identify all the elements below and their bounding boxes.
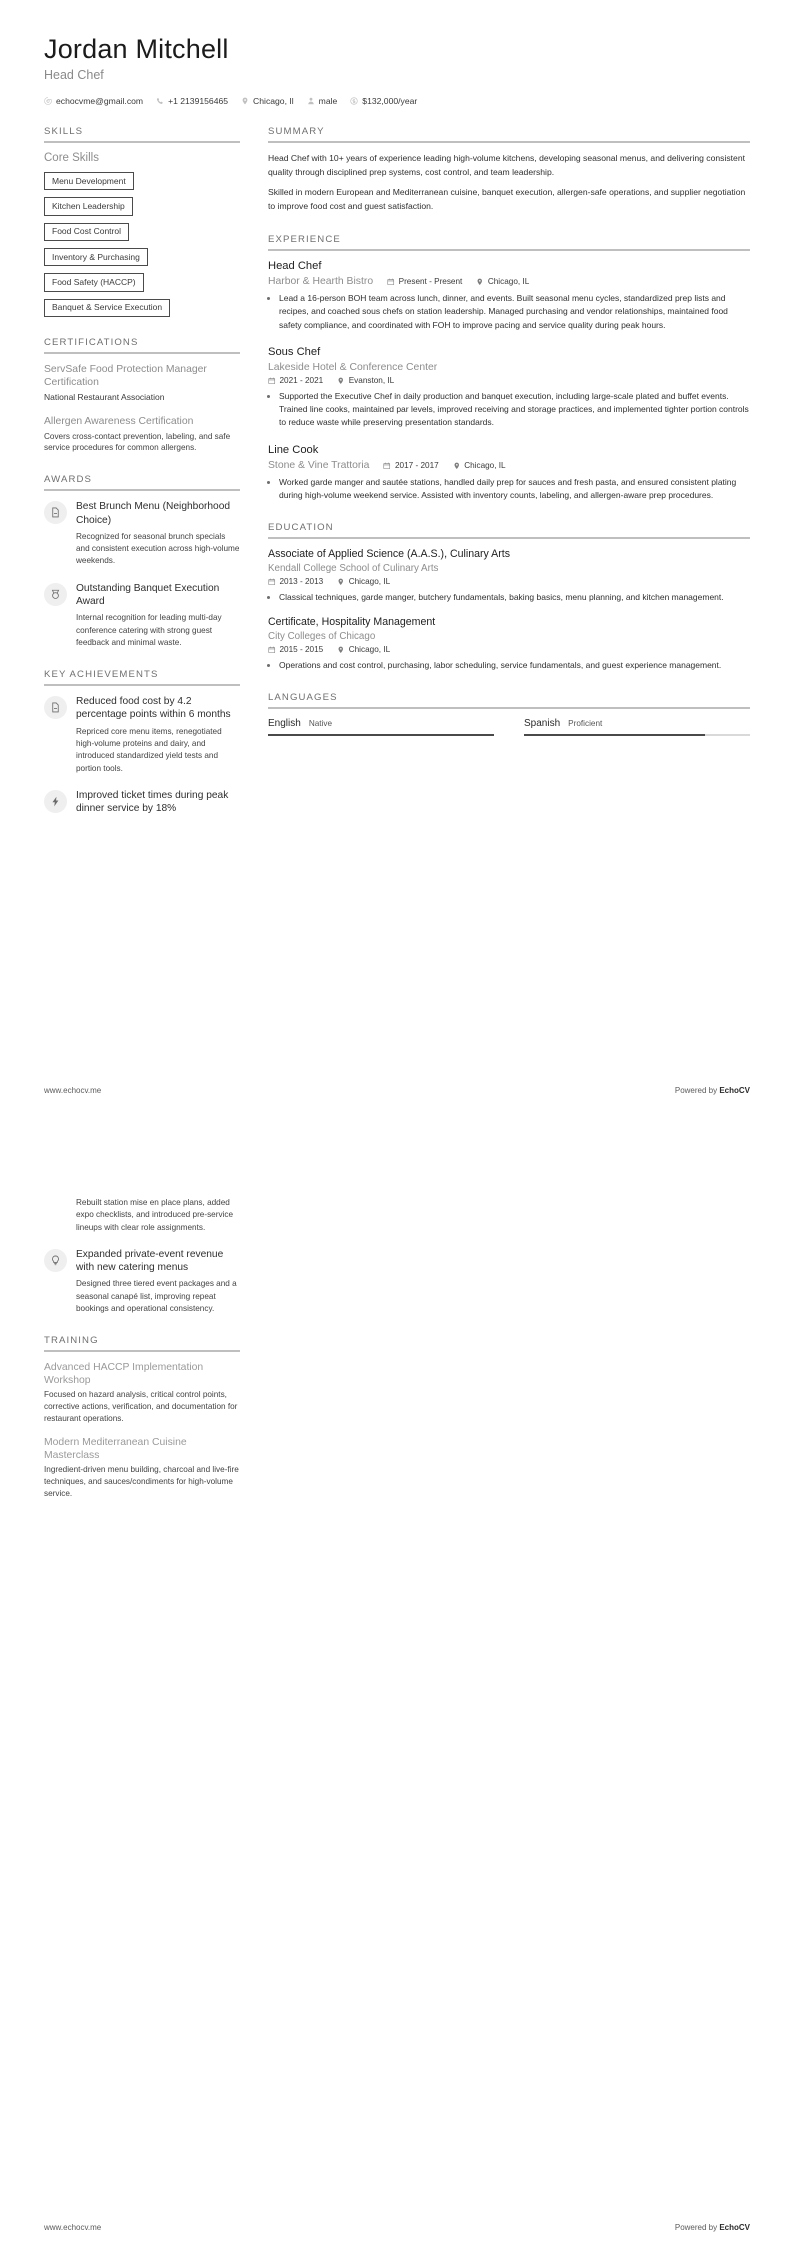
divider <box>44 1350 240 1352</box>
section-title-certifications: CERTIFICATIONS <box>44 337 139 349</box>
certification-name: ServSafe Food Protection Manager Certification <box>44 364 207 389</box>
education-title: Associate of Applied Science (A.A.S.), Culinary Arts <box>268 548 511 561</box>
gender-icon <box>307 97 315 105</box>
award-item <box>44 582 240 649</box>
main-column <box>268 126 750 756</box>
location-icon <box>453 462 461 470</box>
job-dates <box>387 277 462 286</box>
education-school: Kendall College School of Culinary Arts <box>268 563 439 575</box>
contact-gender-value: male <box>318 96 338 107</box>
header-role: Head Chef <box>44 68 104 83</box>
contact-email[interactable] <box>44 96 143 106</box>
job-dates <box>268 376 323 385</box>
skill-chip: Food Cost Control <box>44 223 129 241</box>
page-break <box>0 1123 794 1137</box>
job-meta <box>268 362 750 373</box>
job-location <box>337 376 394 385</box>
achievement-title: Improved ticket times during peak dinner service by 18% <box>76 789 229 815</box>
divider <box>44 489 240 491</box>
page-title: Jordan Mitchell <box>44 34 229 64</box>
language-name: Spanish <box>524 718 561 730</box>
page-footer <box>44 2223 750 2232</box>
footer-site[interactable]: www.echocv.me <box>44 2223 102 2232</box>
location-icon <box>241 97 249 105</box>
certification-desc: Covers cross-contact prevention, labeling, and safe service procedures for common allergens. <box>44 431 231 453</box>
job-bullets <box>268 292 750 332</box>
education-location-value: Chicago, IL <box>348 577 391 587</box>
experience-item <box>268 260 750 332</box>
job-bullets <box>268 390 750 430</box>
section-languages <box>268 692 750 736</box>
contact-salary-value: $132,000/year <box>362 96 418 107</box>
job-location-value: Evanston, IL <box>348 376 395 386</box>
education-bullet: • Operations and cost control, purchasing, labor scheduling, service fundamentals, and guest experience management. <box>279 659 750 672</box>
job-title: Head Chef <box>268 259 322 272</box>
resume-header <box>44 34 750 106</box>
section-title-awards: AWARDS <box>44 474 92 486</box>
achievement-title: Reduced food cost by 4.2 percentage points within 6 months <box>76 696 231 721</box>
section-title-training: TRAINING <box>44 1335 99 1347</box>
bulb-icon <box>44 1249 67 1272</box>
section-key-achievements <box>44 669 240 815</box>
education-dates <box>268 577 323 586</box>
achievement-title: Expanded private-event revenue with new catering menus <box>76 1248 224 1274</box>
job-dates-value: Present - Present <box>398 277 463 287</box>
job-title: Sous Chef <box>268 345 321 358</box>
job-dates <box>383 461 438 470</box>
contact-phone[interactable] <box>156 96 228 106</box>
language-progress-bar <box>268 734 494 736</box>
education-bullets <box>268 659 750 672</box>
certification-item <box>44 363 240 403</box>
section-training <box>44 1335 240 1499</box>
award-item <box>44 500 240 567</box>
job-location-value: Chicago, IL <box>464 461 506 471</box>
education-location <box>337 645 390 654</box>
contact-phone-value: +1 2139156465 <box>168 96 229 107</box>
divider <box>268 141 750 143</box>
summary-paragraph: Head Chef with 10+ years of experience leading high-volume kitchens, developing seasonal menus, and delivering consistent quality through disciplined prep systems, cost control, and team leadership. <box>268 153 746 177</box>
calendar-icon <box>268 377 276 385</box>
job-location-value: Chicago, IL <box>487 277 530 287</box>
resume-page-2 <box>0 1137 794 2260</box>
language-progress-bar <box>524 734 750 736</box>
achievement-item <box>44 695 240 775</box>
achievement-item <box>44 1248 240 1315</box>
calendar-icon <box>268 578 276 586</box>
education-item <box>268 548 750 604</box>
education-meta <box>268 577 750 586</box>
divider <box>268 707 750 709</box>
contact-location[interactable] <box>241 96 294 106</box>
divider <box>44 141 240 143</box>
education-title: Certificate, Hospitality Management <box>268 616 436 629</box>
achievement-desc: Designed three tiered event packages and a seasonal canapé list, improving repeat bookings and operational consistency. <box>76 1279 237 1313</box>
section-title-education: EDUCATION <box>268 522 334 534</box>
document-icon <box>44 501 67 524</box>
certification-name: Allergen Awareness Certification <box>44 415 194 427</box>
location-icon <box>337 578 345 586</box>
bolt-icon <box>44 790 67 813</box>
footer-site[interactable]: www.echocv.me <box>44 1086 102 1095</box>
skill-chip: Inventory & Purchasing <box>44 248 148 266</box>
calendar-icon <box>387 278 395 286</box>
language-item <box>268 718 494 736</box>
job-dates-value: 2017 - 2017 <box>394 461 439 471</box>
training-name: Advanced HACCP Implementation Workshop <box>44 1362 204 1387</box>
job-organization: Lakeside Hotel & Conference Center <box>268 362 438 374</box>
divider <box>44 684 240 686</box>
skills-chip-list <box>44 172 240 317</box>
training-desc: Focused on hazard analysis, critical control points, corrective actions, verification, and documentation for restaurant operations. <box>44 1390 238 1424</box>
job-bullet: • Supported the Executive Chef in daily production and banquet execution, including large-scale plated and buffet events. Trained line cooks, maintained par levels, improved receiving and storage practices, and implemented tighter portion controls to reduce waste while preserving presentation standards. <box>279 390 750 430</box>
language-name: English <box>268 718 301 730</box>
job-bullet: • Lead a 16-person BOH team across lunch, dinner, and events. Built seasonal menu cycles, standardized prep lists and recipes, and coached sous chefs on station leadership. Managed purchasing and vendor relationships, maintained food safety compliance, and coordinated with FOH to improve pacing and service quality during peak hours. <box>279 292 750 332</box>
language-item <box>524 718 750 736</box>
training-desc: Ingredient-driven menu building, charcoal and live-fire techniques, and sauces/condiments for high-volume service. <box>44 1464 239 1498</box>
location-icon <box>337 646 345 654</box>
contact-location-value: Chicago, Il <box>253 96 294 107</box>
email-icon <box>44 97 52 105</box>
document-icon <box>44 696 67 719</box>
job-dates-value: 2021 - 2021 <box>279 376 324 386</box>
section-title-experience: EXPERIENCE <box>268 233 341 245</box>
calendar-icon <box>383 462 391 470</box>
salary-icon <box>350 97 358 105</box>
location-icon <box>337 377 345 385</box>
divider <box>44 352 240 354</box>
education-bullet: • Classical techniques, garde manger, butchery fundamentals, baking basics, menu planning, and kitchen management. <box>279 591 750 604</box>
contact-salary <box>350 96 417 106</box>
divider <box>268 537 750 539</box>
contact-gender <box>307 96 338 106</box>
education-location <box>337 577 390 586</box>
footer-powered-prefix: Powered by <box>674 2223 720 2232</box>
skill-chip: Menu Development <box>44 172 134 190</box>
training-item <box>44 1361 240 1425</box>
education-meta <box>268 645 750 654</box>
footer-powered-prefix: Powered by <box>674 1086 720 1095</box>
job-meta <box>268 376 750 385</box>
divider <box>268 249 750 251</box>
sidebar-column-continued <box>44 1197 240 1520</box>
job-bullet: • Worked garde manger and sautée stations, handled daily prep for sauces and fresh pasta, and ensured consistent plating during high-volume weekend service. Assisted with inventory counts, labeling, and allergen-aware prep procedures. <box>279 476 750 502</box>
achievement-desc: Rebuilt station mise en place plans, added expo checklists, and introduced pre-service lineups with clear role assignments. <box>76 1198 234 1232</box>
language-level: Native <box>308 719 333 729</box>
job-bullets <box>268 476 750 502</box>
skill-chip: Food Safety (HACCP) <box>44 273 144 291</box>
footer-brand-name: EchoCV <box>719 1086 750 1095</box>
job-location <box>476 277 529 286</box>
resume-columns-page2 <box>44 1197 750 1520</box>
award-desc: Recognized for seasonal brunch specials and consistent execution across high-volume weekends. <box>76 531 240 566</box>
job-organization: Stone & Vine Trattoria <box>268 460 370 472</box>
award-title: Outstanding Banquet Execution Award <box>76 582 220 607</box>
education-dates-value: 2015 - 2015 <box>279 645 324 654</box>
language-list <box>268 718 750 736</box>
footer-brand <box>675 2223 750 2232</box>
contact-row <box>44 96 750 106</box>
section-skills <box>44 126 240 317</box>
section-certifications <box>44 337 240 454</box>
job-organization: Harbor & Hearth Bistro <box>268 276 374 288</box>
footer-brand-name: EchoCV <box>719 2223 750 2232</box>
contact-email-value: echocvme@gmail.com <box>56 96 144 107</box>
education-school: City Colleges of Chicago <box>268 631 376 642</box>
education-item <box>268 616 750 672</box>
resume-columns <box>44 126 750 835</box>
section-title-languages: LANGUAGES <box>268 692 338 704</box>
education-location-value: Chicago, IL <box>348 645 391 654</box>
summary-paragraph: Skilled in modern European and Mediterranean cuisine, banquet execution, allergen-safe operations, and supplier negotiation to improve food cost and guest satisfaction. <box>268 186 746 211</box>
job-title: Line Cook <box>268 443 319 456</box>
education-bullets <box>268 591 750 604</box>
calendar-icon <box>268 646 276 654</box>
education-dates <box>268 645 323 654</box>
job-meta <box>268 460 750 471</box>
section-title-skills: SKILLS <box>44 126 84 138</box>
job-meta <box>268 276 750 287</box>
achievement-item <box>44 789 240 816</box>
training-item <box>44 1436 240 1500</box>
award-desc: Internal recognition for leading multi-day conference catering with strong guest feedback and minimal waste. <box>76 613 222 647</box>
footer-brand <box>675 1086 750 1095</box>
experience-item <box>268 444 750 503</box>
education-dates-value: 2013 - 2013 <box>279 577 324 587</box>
section-awards <box>44 474 240 649</box>
medal-icon <box>44 583 67 606</box>
skills-group-title: Core Skills <box>44 152 99 165</box>
sidebar-column <box>44 126 240 835</box>
certification-item <box>44 415 240 455</box>
section-experience <box>268 234 750 503</box>
skill-chip: Kitchen Leadership <box>44 197 133 215</box>
experience-item <box>268 346 750 430</box>
award-title: Best Brunch Menu (Neighborhood Choice) <box>76 501 231 526</box>
achievement-item <box>76 1197 240 1234</box>
phone-icon <box>156 97 164 105</box>
section-education <box>268 522 750 672</box>
job-location <box>453 461 506 470</box>
section-title-key-achievements: KEY ACHIEVEMENTS <box>44 669 159 681</box>
achievement-desc: Repriced core menu items, renegotiated high-volume proteins and dairy, and introduced standardized yield tests and portion tools. <box>76 726 222 773</box>
certification-org: National Restaurant Association <box>44 392 165 403</box>
training-name: Modern Mediterranean Cuisine Masterclass <box>44 1436 187 1461</box>
section-title-summary: SUMMARY <box>268 126 325 138</box>
section-summary <box>268 126 750 214</box>
location-icon <box>476 278 484 286</box>
language-level: Proficient <box>568 719 603 729</box>
section-key-achievements-continued <box>44 1197 240 1315</box>
skill-chip: Banquet & Service Execution <box>44 299 170 317</box>
page-footer <box>44 1086 750 1095</box>
resume-page-1 <box>0 0 794 1123</box>
